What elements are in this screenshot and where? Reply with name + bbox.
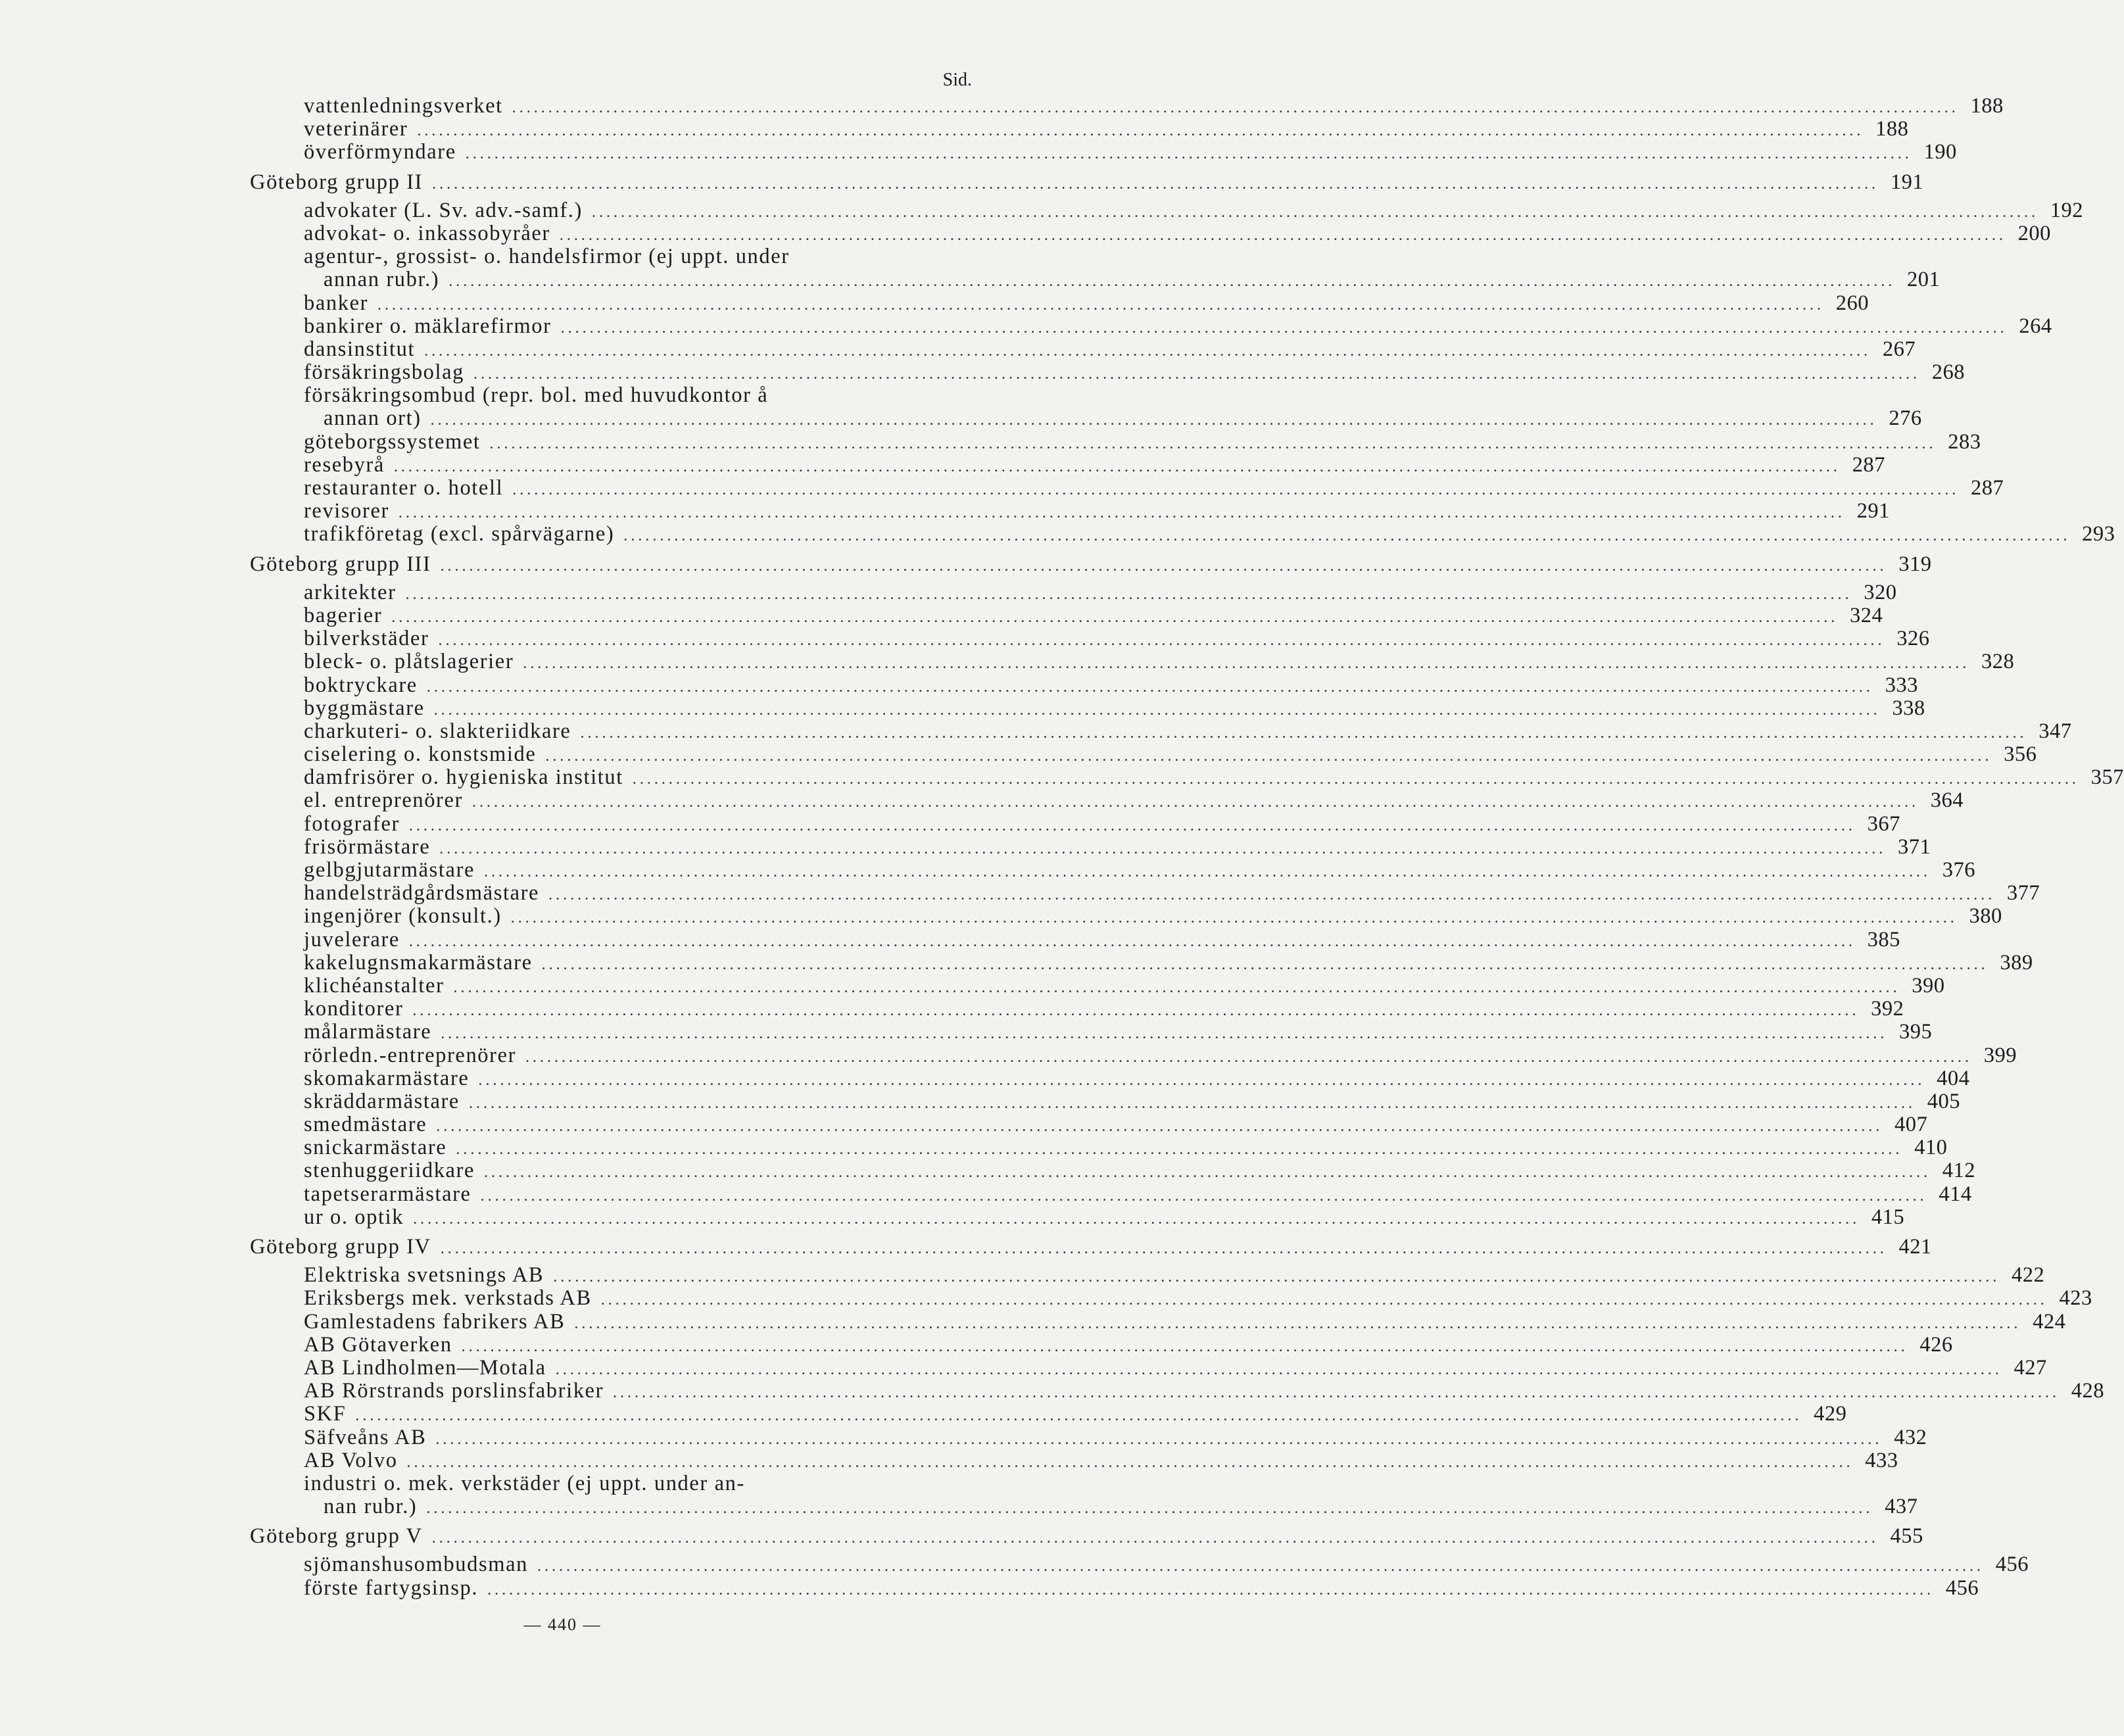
- index-entry: [250, 1066, 1970, 1090]
- entry-page-number: 188: [1875, 117, 1909, 141]
- entry-label: skräddarmästare: [304, 1089, 460, 1113]
- entry-page-number: 293: [2082, 522, 2115, 546]
- entry-label: AB Götaverken: [304, 1332, 452, 1357]
- entry-page-number: 338: [1892, 696, 1925, 720]
- entry-page-number: 190: [1923, 140, 1957, 164]
- index-entry: [250, 198, 2083, 222]
- index-entry: [250, 1136, 1948, 1160]
- entry-page-number: 415: [1871, 1205, 1905, 1229]
- dot-leader: ........................................................................................................................................................................................................: [408, 817, 1856, 834]
- entry-label: målarmästare: [304, 1020, 432, 1044]
- entry-page-number: 324: [1850, 603, 1883, 627]
- index-entry: [250, 696, 1925, 720]
- dot-leader: ........................................................................................................................................................................................................: [468, 1094, 1916, 1112]
- index-entry: [250, 406, 1922, 431]
- dot-leader: ........................................................................................................................................................................................................: [512, 481, 1960, 498]
- dot-leader: ........................................................................................................................................................................................................: [408, 932, 1856, 950]
- entry-label: rörledn.-entreprenörer: [304, 1043, 517, 1067]
- dot-leader: ........................................................................................................................................................................................................: [465, 145, 1912, 163]
- entry-page-number: 395: [1899, 1020, 1933, 1044]
- entry-page-number: 356: [2004, 742, 2037, 767]
- entry-label: ingenjörer (konsult.): [304, 904, 502, 928]
- index-entry: [250, 140, 1957, 164]
- dot-leader: ........................................................................................................................................................................................................: [548, 886, 1996, 904]
- index-entry: [250, 650, 2015, 674]
- entry-label: ur o. optik: [304, 1205, 404, 1229]
- entry-page-number: 326: [1896, 627, 1930, 651]
- index-entry: [250, 580, 1897, 604]
- index-entry: [250, 291, 1870, 315]
- dot-leader: ........................................................................................................................................................................................................: [471, 794, 1919, 811]
- entry-page-number: 377: [2006, 881, 2040, 905]
- dot-leader: ........................................................................................................................................................................................................: [417, 122, 1864, 140]
- entry-page-number: 404: [1937, 1066, 1970, 1090]
- entry-page-number: 264: [2019, 314, 2052, 338]
- index-entry: [250, 1402, 1847, 1426]
- entry-page-number: 428: [2071, 1379, 2104, 1403]
- entry-page-number: 385: [1867, 927, 1900, 952]
- entry-page-number: 328: [1981, 650, 2015, 674]
- index-entry: [250, 337, 1916, 361]
- dot-leader: ........................................................................................................................................................................................................: [430, 412, 1877, 429]
- entry-page-number: 287: [1852, 452, 1885, 477]
- entry-label: bankirer o. mäklarefirmor: [304, 314, 552, 338]
- dot-leader: ........................................................................................................................................................................................................: [559, 226, 2006, 244]
- index-entry: [250, 476, 2004, 500]
- entry-label: fotografer: [304, 811, 400, 836]
- dot-leader: ........................................................................................................................................................................................................: [541, 955, 1989, 973]
- entry-page-number: 412: [1942, 1159, 1976, 1183]
- index-entry: [250, 950, 2033, 975]
- entry-page-number: 456: [1945, 1576, 1979, 1600]
- index-entry: [250, 973, 1945, 998]
- dot-leader: ........................................................................................................................................................................................................: [441, 1025, 1888, 1043]
- entry-label: överförmyndare: [304, 140, 456, 164]
- group-heading: [250, 1524, 1923, 1549]
- entry-page-number: 320: [1864, 580, 1897, 604]
- entry-label: Gamlestadens fabrikers AB: [304, 1309, 566, 1334]
- dot-leader: ........................................................................................................................................................................................................: [512, 99, 1959, 116]
- index-entry: [250, 927, 1900, 952]
- index-entry: [250, 1205, 1905, 1229]
- entry-page-number: 188: [1970, 94, 2004, 118]
- dot-leader: ........................................................................................................................................................................................................: [412, 1002, 1860, 1020]
- index-entry: [250, 117, 1909, 141]
- entry-label: agentur-, grossist- o. handelsfirmor (ej uppt. under: [304, 245, 790, 269]
- dot-leader: ........................................................................................................................................................................................................: [553, 1268, 2000, 1286]
- entry-page-number: 432: [1894, 1425, 1927, 1449]
- dot-leader: ........................................................................................................................................................................................................: [393, 458, 1841, 475]
- entry-label: resebyrå: [304, 452, 385, 477]
- entry-label: Eriksbergs mek. verkstads AB: [304, 1286, 592, 1311]
- index-entry: [250, 603, 1883, 627]
- entry-label: Göteborg grupp II: [250, 170, 423, 194]
- entry-page-number: 267: [1882, 337, 1916, 361]
- dot-leader: ........................................................................................................................................................................................................: [355, 1407, 1802, 1425]
- entry-page-number: 319: [1898, 552, 1932, 576]
- index-entry: [250, 1043, 2017, 1067]
- index-entry: [250, 742, 2037, 767]
- page-column-header: Sid.: [942, 70, 972, 90]
- index-entry: [250, 1379, 2104, 1403]
- index-entry: [250, 997, 1904, 1021]
- entry-label: banker: [304, 291, 369, 315]
- entry-label: tapetserarmästare: [304, 1182, 471, 1206]
- entry-label: AB Lindholmen—Motala: [304, 1355, 546, 1380]
- entry-label: Elektriska svetsnings AB: [304, 1263, 544, 1288]
- index-entry: [250, 765, 2124, 790]
- group-heading: [250, 552, 1932, 576]
- entry-label: Göteborg grupp III: [250, 552, 431, 576]
- entry-label: veterinärer: [304, 117, 408, 141]
- entry-label: Säfveåns AB: [304, 1425, 427, 1449]
- index-entry: [250, 1286, 2092, 1311]
- entry-page-number: 371: [1898, 834, 1931, 859]
- entry-label: damfrisörer o. hygieniska institut: [304, 765, 623, 790]
- entry-label: förste fartygsinsp.: [304, 1576, 479, 1600]
- index-entry: [250, 1495, 1918, 1519]
- dot-leader: ........................................................................................................................................................................................................: [537, 1558, 1984, 1576]
- index-entry: [250, 881, 2040, 905]
- entry-label: kakelugnsmakarmästare: [304, 950, 533, 975]
- dot-leader: ........................................................................................................................................................................................................: [432, 175, 1879, 193]
- entry-page-number: 192: [2050, 198, 2083, 222]
- index-entry: [250, 1113, 1928, 1137]
- dot-leader: ........................................................................................................................................................................................................: [574, 1314, 2021, 1332]
- entry-label: el. entreprenörer: [304, 788, 463, 813]
- entry-label: SKF: [304, 1402, 347, 1426]
- dot-leader: ........................................................................................................................................................................................................: [489, 435, 1937, 452]
- index-entry: [250, 452, 1885, 477]
- entry-label: restauranter o. hotell: [304, 476, 504, 500]
- index-entry: [250, 1309, 2066, 1334]
- index-entry: [250, 627, 1930, 651]
- entry-label: AB Rörstrands porslinsfabriker: [304, 1379, 604, 1403]
- index-entry: [250, 1553, 2029, 1577]
- entry-page-number: 364: [1930, 788, 1964, 813]
- entry-label: sjömanshusombudsman: [304, 1553, 528, 1577]
- entry-page-number: 191: [1890, 170, 1924, 194]
- dot-leader: ........................................................................................................................................................................................................: [484, 863, 1931, 880]
- dot-leader: ........................................................................................................................................................................................................: [431, 1530, 1879, 1547]
- entry-label: Göteborg grupp IV: [250, 1235, 431, 1259]
- entry-label: klichéanstalter: [304, 973, 445, 998]
- dot-leader: ........................................................................................................................................................................................................: [473, 366, 1921, 383]
- entry-page-number: 407: [1895, 1113, 1928, 1137]
- index-entry: [250, 1425, 1927, 1449]
- entry-page-number: 410: [1914, 1136, 1948, 1160]
- entry-label: bleck- o. plåtslagerier: [304, 650, 514, 674]
- index-list: [250, 94, 2124, 1600]
- entry-label: revisorer: [304, 499, 389, 523]
- dot-leader: ........................................................................................................................................................................................................: [426, 678, 1873, 696]
- dot-leader: ........................................................................................................................................................................................................: [632, 771, 2079, 788]
- dot-leader: ........................................................................................................................................................................................................: [435, 1430, 1883, 1448]
- entry-page-number: 405: [1927, 1089, 1960, 1113]
- entry-label: arkitekter: [304, 580, 397, 604]
- index-entry: [250, 360, 1966, 385]
- dot-leader: ........................................................................................................................................................................................................: [480, 1187, 1927, 1205]
- dot-leader: ........................................................................................................................................................................................................: [424, 342, 1871, 360]
- dot-leader: ........................................................................................................................................................................................................: [623, 527, 2071, 545]
- entry-label: skomakarmästare: [304, 1066, 470, 1090]
- dot-leader: ........................................................................................................................................................................................................: [456, 1141, 1903, 1159]
- entry-page-number: 200: [2017, 221, 2051, 245]
- page-footer-number: — 440 —: [523, 1615, 602, 1634]
- entry-page-number: 427: [2014, 1355, 2047, 1380]
- entry-label: stenhuggeriidkare: [304, 1159, 475, 1183]
- entry-label: trafikföretag (excl. spårvägarne): [304, 522, 615, 546]
- entry-label: advokat- o. inkassobyråer: [304, 221, 550, 245]
- dot-leader: ........................................................................................................................................................................................................: [439, 840, 1887, 857]
- dot-leader: ........................................................................................................................................................................................................: [591, 203, 2039, 221]
- dot-leader: ........................................................................................................................................................................................................: [484, 1164, 1931, 1182]
- entry-page-number: 283: [1948, 429, 1981, 454]
- dot-leader: ........................................................................................................................................................................................................: [433, 701, 1881, 719]
- entry-label: försäkringsbolag: [304, 360, 465, 385]
- dot-leader: ........................................................................................................................................................................................................: [377, 296, 1825, 314]
- entry-page-number: 333: [1885, 673, 1918, 697]
- entry-page-number: 268: [1931, 360, 1966, 385]
- entry-page-number: 392: [1871, 997, 1904, 1021]
- entry-page-number: 201: [1906, 268, 1941, 292]
- dot-leader: ........................................................................................................................................................................................................: [487, 1581, 1935, 1599]
- dot-leader: ........................................................................................................................................................................................................: [478, 1071, 1925, 1089]
- entry-label: AB Volvo: [304, 1448, 398, 1472]
- entry-label: Göteborg grupp V: [250, 1524, 423, 1549]
- index-entry: [250, 811, 1900, 836]
- entry-label: dansinstitut: [304, 337, 416, 361]
- entry-page-number: 367: [1867, 811, 1900, 836]
- dot-leader: ........................................................................................................................................................................................................: [555, 1361, 2002, 1378]
- entry-label: frisörmästare: [304, 834, 431, 859]
- index-entry: [250, 1355, 2047, 1380]
- index-entry: [250, 1472, 960, 1495]
- entry-page-number: 399: [1983, 1043, 2017, 1067]
- index-entry: [250, 1020, 1933, 1044]
- index-entry: [250, 1089, 1960, 1113]
- index-entry: [250, 268, 1941, 292]
- dot-leader: ........................................................................................................................................................................................................: [613, 1384, 2060, 1402]
- entry-label: göteborgssystemet: [304, 429, 481, 454]
- dot-leader: ........................................................................................................................................................................................................: [405, 585, 1852, 603]
- entry-label: nan rubr.): [324, 1495, 418, 1519]
- index-entry: [250, 858, 1976, 882]
- entry-page-number: 456: [1995, 1553, 2029, 1577]
- dot-leader: ........................................................................................................................................................................................................: [523, 655, 1970, 673]
- index-entry: [250, 834, 1931, 859]
- dot-leader: ........................................................................................................................................................................................................: [426, 1500, 1873, 1518]
- dot-leader: ........................................................................................................................................................................................................: [510, 909, 1958, 927]
- entry-page-number: 433: [1865, 1448, 1898, 1472]
- entry-page-number: 455: [1890, 1524, 1923, 1549]
- dot-leader: ........................................................................................................................................................................................................: [406, 1453, 1854, 1471]
- entry-label: annan rubr.): [324, 268, 440, 292]
- dot-leader: ........................................................................................................................................................................................................: [560, 319, 2008, 337]
- dot-leader: ........................................................................................................................................................................................................: [440, 1240, 1887, 1257]
- dot-leader: ........................................................................................................................................................................................................: [391, 608, 1839, 626]
- entry-page-number: 424: [2033, 1309, 2066, 1334]
- entry-label: konditorer: [304, 997, 404, 1021]
- entry-page-number: 426: [1919, 1332, 1953, 1357]
- dot-leader: ........................................................................................................................................................................................................: [525, 1048, 1973, 1066]
- entry-label: annan ort): [324, 406, 422, 431]
- index-entry: [250, 314, 2052, 338]
- entry-page-number: 423: [2059, 1286, 2092, 1311]
- entry-page-number: 389: [2000, 950, 2033, 975]
- index-entry: [250, 522, 2115, 546]
- dot-leader: ........................................................................................................................................................................................................: [436, 1118, 1883, 1136]
- dot-leader: ........................................................................................................................................................................................................: [461, 1338, 1908, 1355]
- entry-label: vattenledningsverket: [304, 94, 503, 118]
- entry-page-number: 421: [1898, 1235, 1932, 1259]
- entry-page-number: 347: [2039, 719, 2072, 743]
- dot-leader: ........................................................................................................................................................................................................: [448, 273, 1896, 291]
- entry-label: gelbgjutarmästare: [304, 858, 475, 882]
- index-entry: [250, 1448, 1898, 1472]
- entry-page-number: 276: [1889, 406, 1922, 431]
- index-entry: [250, 94, 2004, 118]
- index-entry: [250, 673, 1918, 697]
- dot-leader: ........................................................................................................................................................................................................: [438, 632, 1885, 650]
- entry-page-number: 380: [1969, 904, 2002, 928]
- entry-label: byggmästare: [304, 696, 425, 720]
- index-entry: [250, 1182, 1972, 1206]
- entry-page-number: 429: [1814, 1402, 1847, 1426]
- entry-page-number: 414: [1939, 1182, 1972, 1206]
- dot-leader: ........................................................................................................................................................................................................: [600, 1291, 2048, 1309]
- index-entry: [250, 1159, 1976, 1183]
- entry-label: bilverkstäder: [304, 627, 429, 651]
- entry-label: advokater (L. Sv. adv.-samf.): [304, 198, 583, 222]
- group-heading: [250, 170, 1924, 194]
- index-entry: [250, 719, 2072, 743]
- index-entry: [250, 384, 960, 407]
- entry-page-number: 376: [1942, 858, 1976, 882]
- entry-page-number: 422: [2011, 1263, 2045, 1288]
- index-entry: [250, 245, 960, 268]
- index-entry: [250, 788, 1964, 813]
- dot-leader: ........................................................................................................................................................................................................: [398, 504, 1845, 522]
- index-entry: [250, 1576, 1979, 1600]
- entry-page-number: 291: [1856, 499, 1890, 523]
- dot-leader: ........................................................................................................................................................................................................: [580, 724, 2027, 742]
- entry-label: försäkringsombud (repr. bol. med huvudkontor å: [304, 383, 769, 408]
- entry-label: juvelerare: [304, 927, 400, 952]
- entry-label: smedmästare: [304, 1113, 427, 1137]
- entry-label: handelsträdgårdsmästare: [304, 881, 540, 905]
- dot-leader: ........................................................................................................................................................................................................: [440, 557, 1887, 575]
- entry-label: snickarmästare: [304, 1136, 447, 1160]
- index-entry: [250, 221, 2051, 245]
- index-entry: [250, 1263, 2045, 1288]
- index-entry: [250, 499, 1890, 523]
- entry-page-number: 260: [1835, 291, 1870, 315]
- entry-page-number: 437: [1885, 1495, 1918, 1519]
- dot-leader: ........................................................................................................................................................................................................: [545, 748, 1992, 765]
- dot-leader: ........................................................................................................................................................................................................: [413, 1210, 1860, 1228]
- index-entry: [250, 429, 1981, 454]
- index-entry: [250, 1332, 1953, 1357]
- entry-label: ciselering o. konstsmide: [304, 742, 537, 767]
- entry-page-number: 287: [1970, 476, 2004, 500]
- entry-label: bagerier: [304, 603, 383, 627]
- index-entry: [250, 904, 2002, 928]
- entry-label: charkuteri- o. slakteriidkare: [304, 719, 571, 743]
- entry-label: boktryckare: [304, 673, 418, 697]
- entry-page-number: 357: [2090, 765, 2124, 790]
- entry-label: industri o. mek. verkstäder (ej uppt. under an-: [304, 1471, 745, 1495]
- group-heading: [250, 1235, 1932, 1259]
- entry-page-number: 390: [1912, 973, 1945, 998]
- dot-leader: ........................................................................................................................................................................................................: [453, 978, 1900, 996]
